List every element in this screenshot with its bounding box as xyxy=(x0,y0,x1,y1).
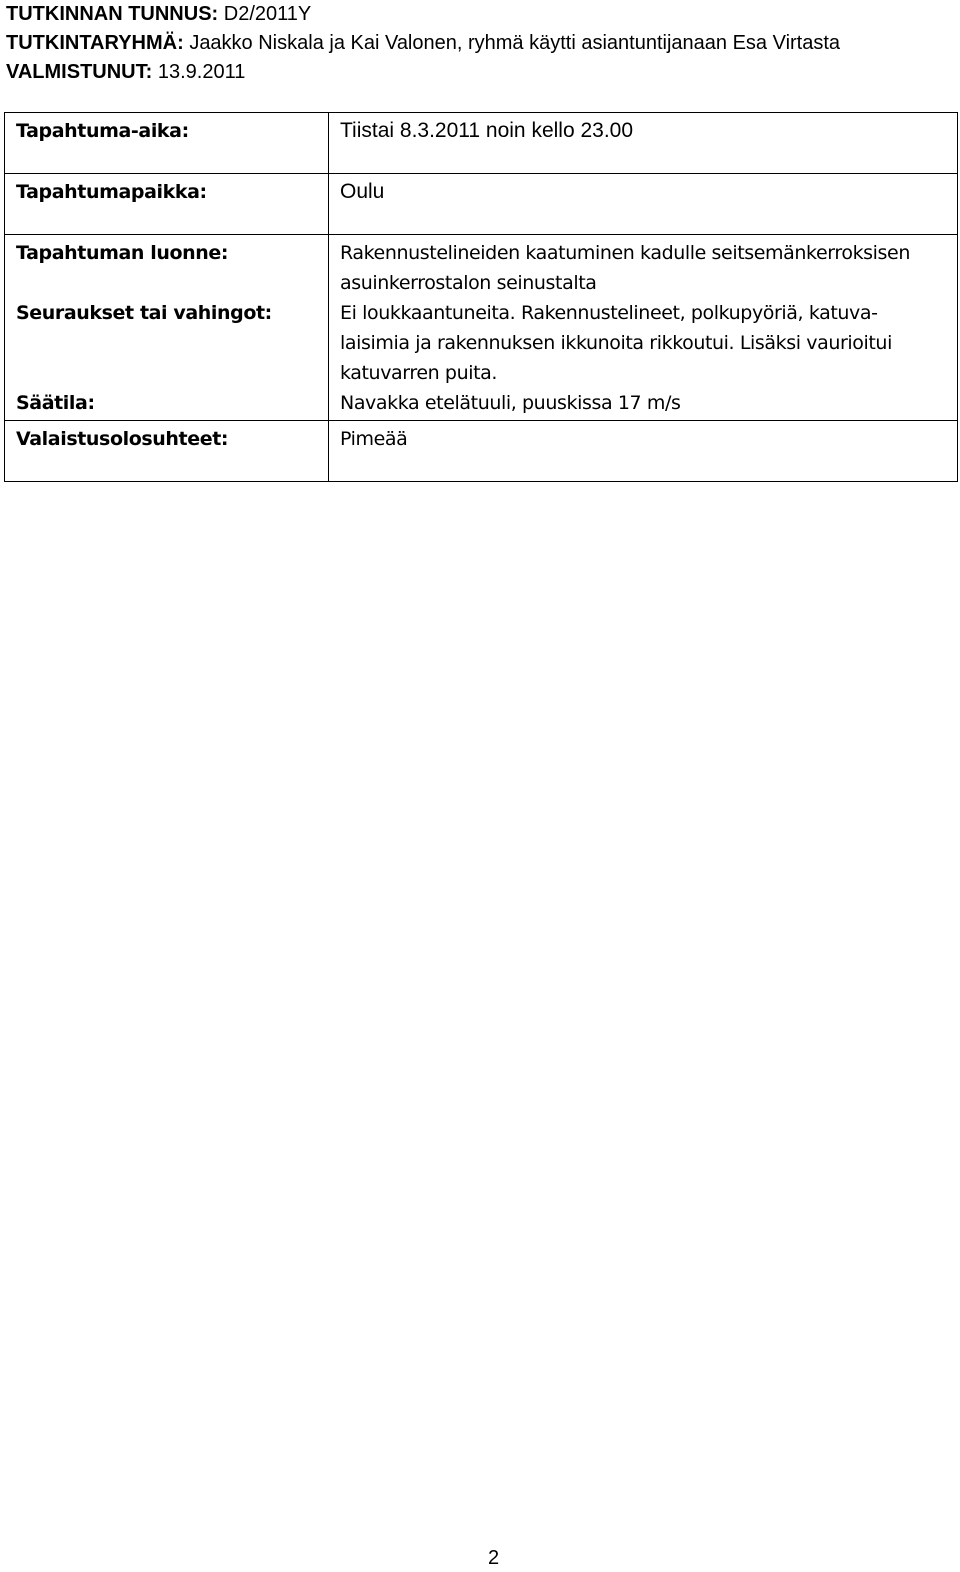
incident-info-table xyxy=(4,112,958,482)
label-cell xyxy=(5,113,329,174)
value-cell xyxy=(329,421,958,482)
table-row xyxy=(5,113,958,174)
event-nature-value: Rakennustelineiden kaatuminen kadulle seitsemänkerroksisen asuinkerrostalon seinustalta xyxy=(340,242,910,294)
investigation-id-line xyxy=(6,0,946,29)
table-row xyxy=(5,174,958,235)
event-nature-label: Tapahtuman luonne: xyxy=(16,242,229,264)
label-cell xyxy=(5,421,329,482)
completed-date-line xyxy=(6,58,946,87)
completed-date-value: 13.9.2011 xyxy=(157,61,246,83)
investigation-id-label: TUTKINNAN TUNNUS: xyxy=(6,3,219,25)
table-row xyxy=(5,235,958,421)
event-place-value: Oulu xyxy=(340,180,385,203)
page-number: 2 xyxy=(488,1547,500,1569)
value-cell xyxy=(329,235,958,421)
consequences-label: Seuraukset tai vahingot: xyxy=(16,302,272,324)
weather-value: Navakka etelätuuli, puuskissa 17 m/s xyxy=(340,392,681,414)
event-time-value: Tiistai 8.3.2011 noin kello 23.00 xyxy=(340,119,634,142)
investigation-group-line xyxy=(6,29,946,58)
event-time-label: Tapahtuma-aika: xyxy=(16,120,189,142)
label-cell xyxy=(5,235,329,421)
consequences-value: Ei loukkaantuneita. Rakennustelineet, polkupyöriä, katuva-laisimia ja rakennuksen ikkunoita rikkoutui. Lisäksi vaurioitui katuvarren puita. xyxy=(340,302,892,384)
lighting-label: Valaistusolosuhteet: xyxy=(16,428,229,450)
investigation-group-value: Jaakko Niskala ja Kai Valonen, ryhmä käytti asiantuntijanaan Esa Virtasta xyxy=(189,32,841,54)
document-header xyxy=(6,0,946,87)
investigation-group-label: TUTKINTARYHMÄ: xyxy=(6,32,184,54)
investigation-id-value: D2/2011Y xyxy=(223,3,312,25)
completed-date-label: VALMISTUNUT: xyxy=(6,61,153,83)
event-place-label: Tapahtumapaikka: xyxy=(16,181,207,203)
value-cell xyxy=(329,174,958,235)
table-row xyxy=(5,421,958,482)
weather-label: Säätila: xyxy=(16,392,95,414)
value-cell xyxy=(329,113,958,174)
label-cell xyxy=(5,174,329,235)
lighting-value: Pimeää xyxy=(340,428,408,450)
